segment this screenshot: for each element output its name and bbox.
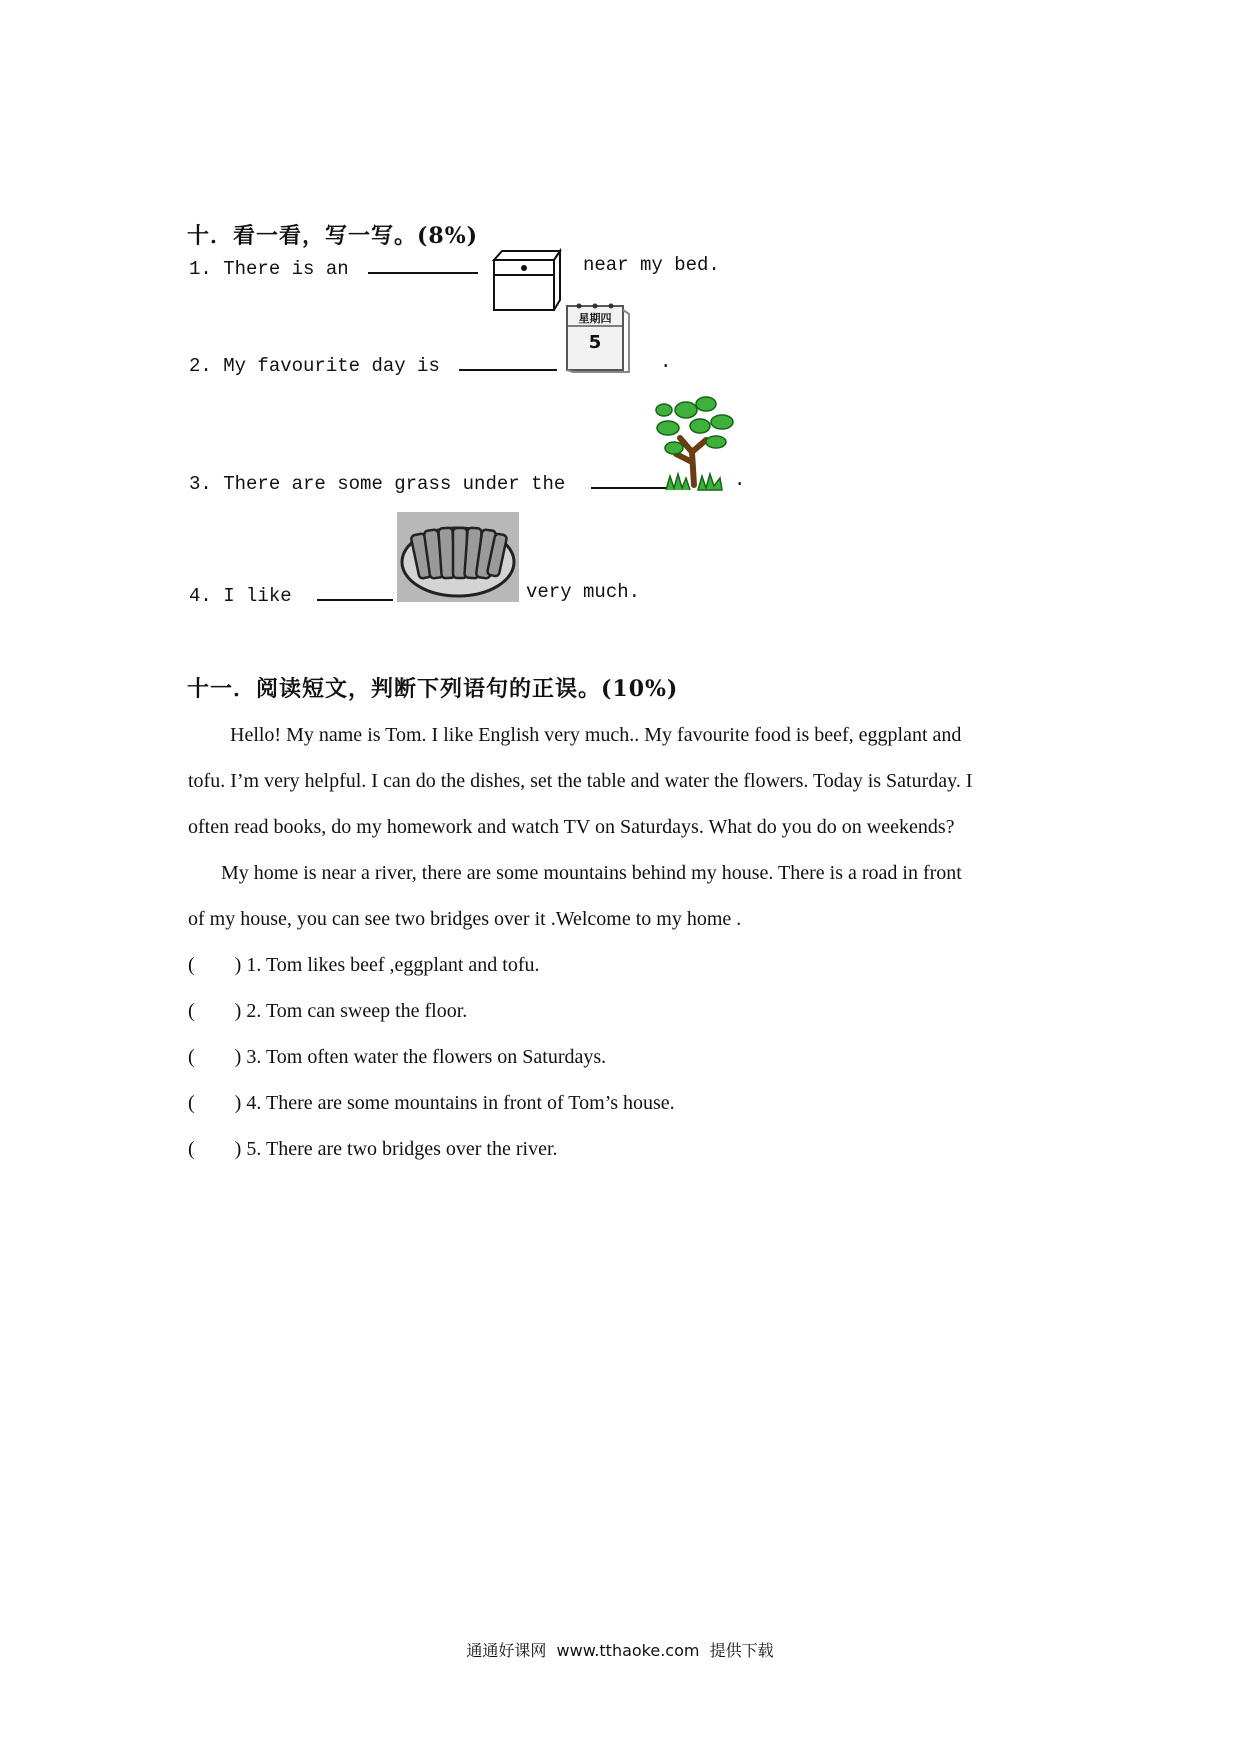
calendar-icon [565,302,631,374]
cabinet-icon [490,248,564,312]
section-10-heading: 十．看一看，写一写。(8%) [187,223,479,249]
item-text-before: There is an [223,258,349,280]
answer-bracket[interactable]: ( [188,954,195,976]
passage-line-2: tofu. I’m very helpful. I can do the dishes, set the table and water the flowers. Today is Saturday. I [188,770,973,792]
calendar-weekday: 星期四 [578,312,612,325]
passage-line-3: often read books, do my homework and watch TV on Saturdays. What do you do on weekends? [188,816,955,838]
footer-text: 通通好课网 www.tthaoke.com 提供下载 [466,1641,774,1660]
item-text-after: . [660,351,672,373]
statement-row-3 [188,1034,606,1080]
statement-text: ) 1. Tom likes beef ,eggplant and tofu. [234,954,540,976]
exercise-item-1 [189,254,478,280]
passage-line-5: of my house, you can see two bridges over it .Welcome to my home . [188,908,742,930]
statement-text: ) 2. Tom can sweep the floor. [234,1000,468,1022]
exercise-item-2 [189,351,557,377]
answer-bracket[interactable]: ( [188,1092,195,1114]
answer-bracket[interactable]: ( [188,1138,195,1160]
statement-row-5 [188,1126,558,1172]
answer-bracket[interactable]: ( [188,1046,195,1068]
item-number: 3. [189,473,212,495]
french-fries-icon [397,512,519,602]
statement-row-1 [188,942,540,988]
item-number: 1. [189,258,212,280]
answer-blank-2[interactable] [459,351,557,371]
item-text-before: My favourite day is [223,355,440,377]
calendar-day: 5 [588,332,602,353]
section-11-heading: 十一．阅读短文，判断下列语句的正误。(10%) [187,676,679,702]
passage-line-4: My home is near a river, there are some mountains behind my house. There is a road in front [221,862,962,884]
item-text-before: There are some grass under the [223,473,566,495]
item-text-after: very much. [526,581,641,603]
answer-bracket[interactable]: ( [188,1000,195,1022]
item-text-before: I like [223,585,292,607]
statement-row-4 [188,1080,675,1126]
item-number: 4. [189,585,212,607]
answer-blank-4[interactable] [317,581,393,601]
tree-icon [650,390,738,492]
item-number: 2. [189,355,212,377]
statement-text: ) 3. Tom often water the flowers on Saturdays. [234,1046,607,1068]
exercise-item-3 [189,469,667,495]
exercise-item-4 [189,581,393,607]
passage-line-1: Hello! My name is Tom. I like English very much.. My favourite food is beef, eggplant and [230,724,962,746]
answer-blank-1[interactable] [368,254,478,274]
statement-text: ) 5. There are two bridges over the river. [234,1138,558,1160]
item-text-after: near my bed. [583,254,720,276]
statement-row-2 [188,988,467,1034]
statement-text: ) 4. There are some mountains in front of Tom’s house. [234,1092,675,1114]
item-text-after: . [734,469,746,491]
